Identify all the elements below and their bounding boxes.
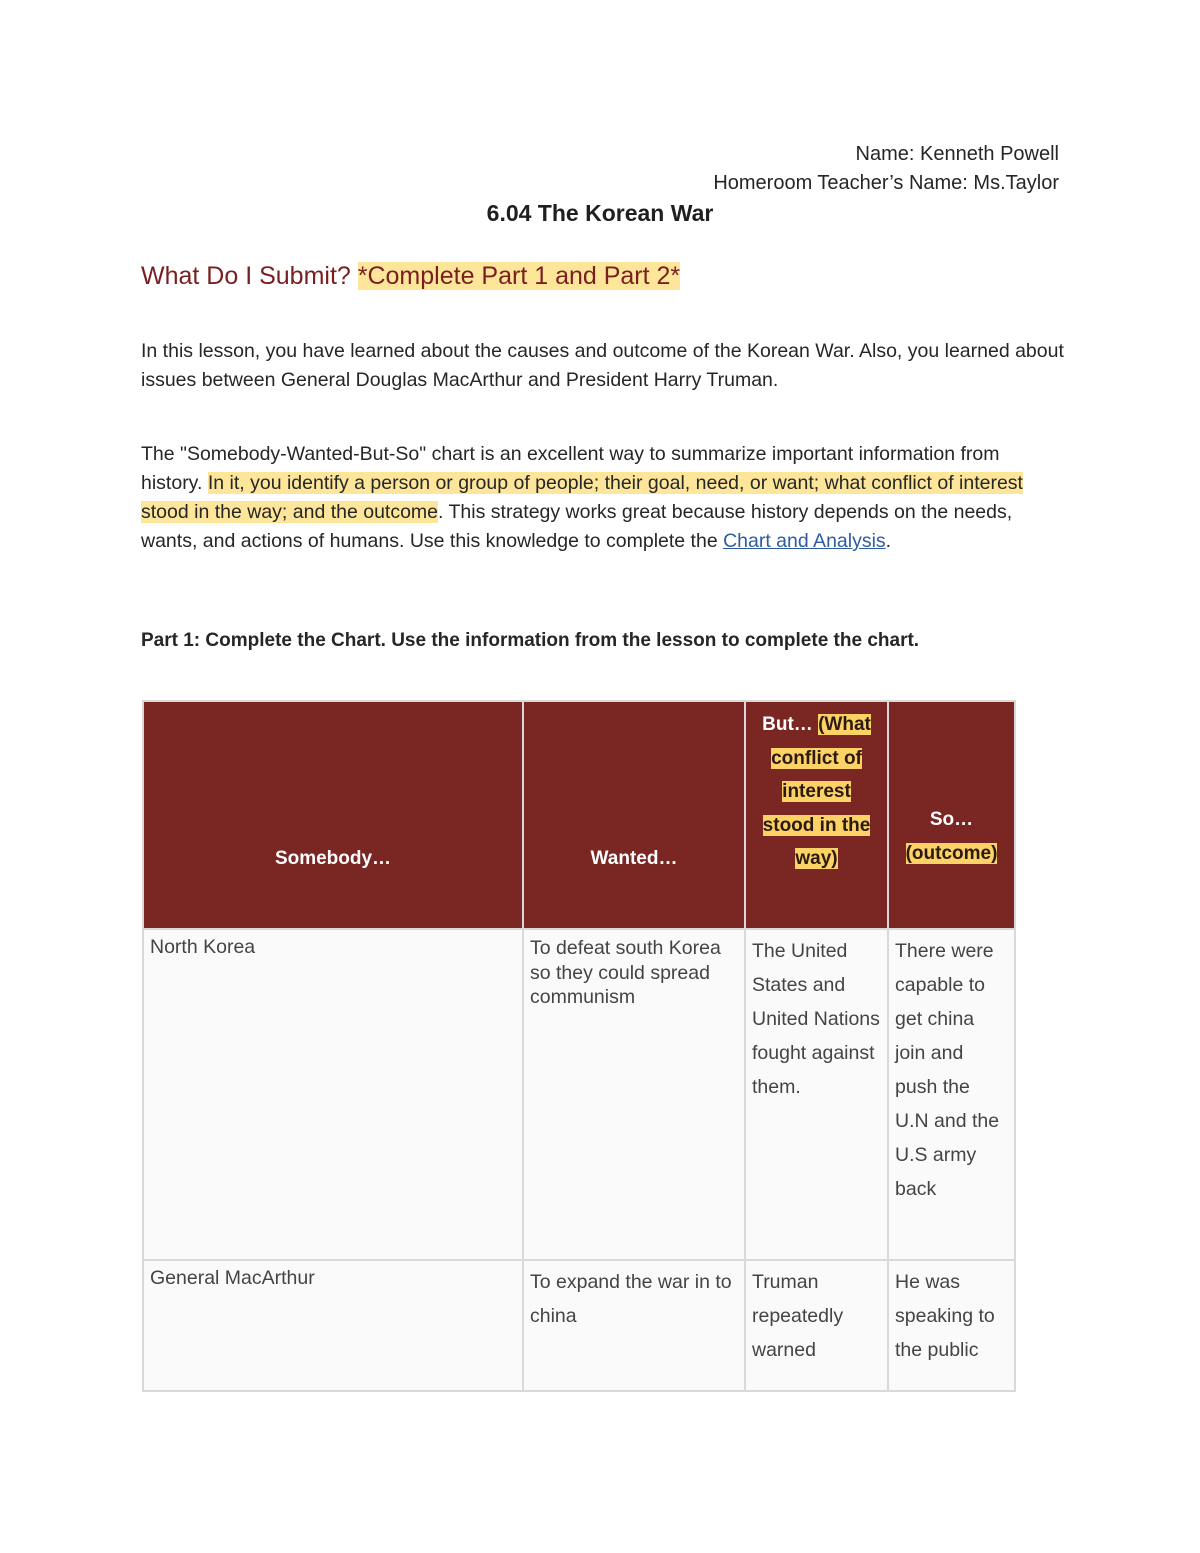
teacher-name: Homeroom Teacher’s Name: Ms.Taylor — [713, 172, 1059, 194]
header-but — [745, 701, 888, 929]
cell-so[interactable] — [888, 1260, 1015, 1391]
part1-heading: Part 1: Complete the Chart. Use the information from the lesson to complete the chart. — [141, 630, 920, 651]
header-somebody: Somebody… — [143, 701, 523, 929]
cell-but-text: Truman repeatedly warned — [752, 1271, 844, 1361]
cell-but-text: The United States and United Nations fought against them. — [752, 940, 880, 1098]
header-but-highlight-3: interest — [782, 781, 851, 802]
cell-wanted-text: To defeat south Korea so they could spread communism — [530, 937, 721, 1008]
cell-somebody[interactable] — [143, 1260, 523, 1391]
cell-somebody-text: General MacArthur — [150, 1267, 315, 1289]
header-but-highlight-2: conflict of — [771, 747, 862, 769]
header-so-highlight: (outcome) — [905, 842, 998, 864]
student-name: Name: Kenneth Powell — [855, 143, 1059, 165]
table-row — [143, 1260, 1015, 1391]
cell-but[interactable] — [745, 929, 888, 1260]
submit-question: What Do I Submit? — [141, 262, 358, 290]
intro-paragraph-2-end: . This strategy works great because history depends on the needs, wants, and actions of humans. Use this knowledge to complete the — [141, 501, 1013, 552]
intro-paragraph-1: In this lesson, you have learned about the causes and outcome of the Korean War. Also, you learned about issues between General Douglas MacArthur and President Harry Truman. — [141, 340, 1064, 391]
cell-wanted[interactable] — [523, 929, 745, 1260]
intro-paragraph-2 — [141, 440, 1066, 556]
header-but-highlight-4: stood in the — [762, 814, 871, 836]
submit-heading — [141, 259, 680, 293]
link-trailing-period: . — [885, 530, 892, 552]
header-so — [888, 701, 1015, 929]
header-so-lead: So… — [929, 809, 974, 830]
intro-paragraph-2-highlight: In it, you identify a person or group of people; their goal, need, or want; what conflict of interest stood in the way; and the outcome — [141, 472, 1023, 523]
header-but-lead: But… — [762, 714, 813, 735]
cell-so[interactable] — [888, 929, 1015, 1260]
cell-wanted-text: To expand the war in to china — [530, 1271, 732, 1327]
cell-somebody-text: North Korea — [150, 936, 256, 958]
document-title: 6.04 The Korean War — [486, 200, 714, 226]
chart-and-analysis-link[interactable]: Chart and Analysis — [723, 530, 886, 552]
submit-highlight: *Complete Part 1 and Part 2* — [357, 262, 681, 290]
somebody-wanted-but-so-chart — [142, 700, 1016, 1392]
header-wanted: Wanted… — [523, 701, 745, 929]
chart-header-row — [143, 701, 1015, 929]
header-but-highlight-1: (What — [818, 714, 871, 735]
cell-somebody[interactable] — [143, 929, 523, 1260]
table-row — [143, 929, 1015, 1260]
intro-paragraph-2-start: The "Somebody-Wanted-But-So" chart is an excellent way to summarize important information from history. — [141, 443, 1000, 494]
cell-but[interactable] — [745, 1260, 888, 1391]
cell-so-text: He was speaking to the public — [895, 1271, 995, 1361]
cell-wanted[interactable] — [523, 1260, 745, 1391]
cell-so-text: There were capable to get china join and push the U.N and the U.S army back — [895, 940, 1000, 1200]
header-but-highlight-5: way) — [795, 848, 838, 869]
